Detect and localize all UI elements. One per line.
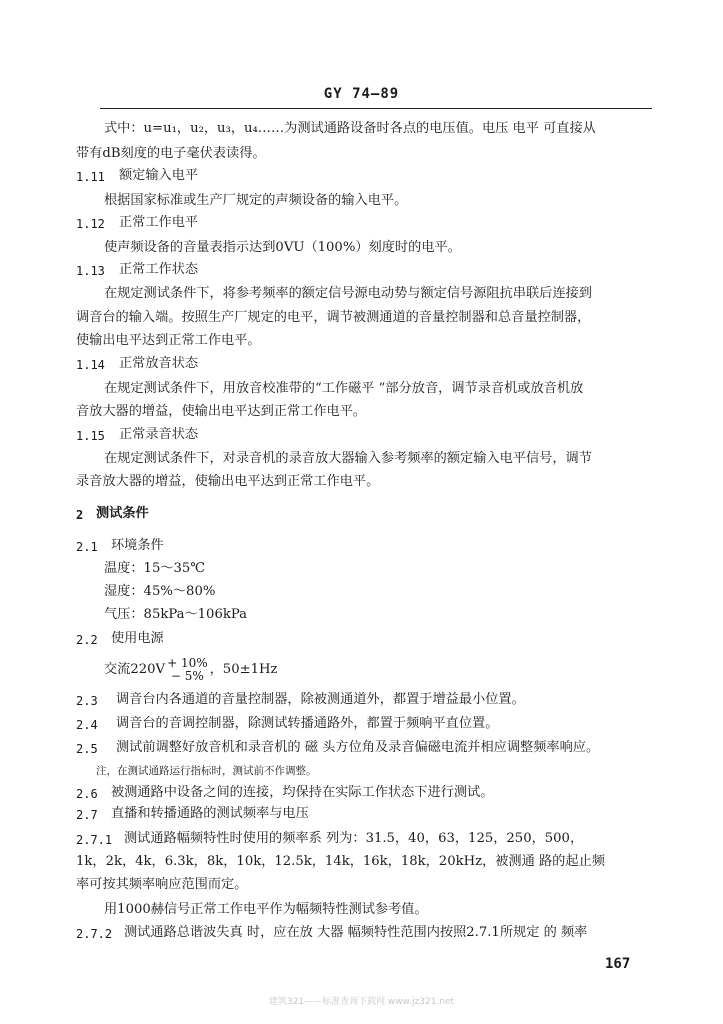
section-number-1-12: 1.12 xyxy=(76,217,105,231)
section-number-2-7-2: 2.7.2 xyxy=(76,927,113,941)
section-body-1-13-line-2: 调音台的输入端。按照生产厂规定的电平，调节被测通道的音量控制器和总音量控制器， xyxy=(76,310,591,325)
section-number-1-11: 1.11 xyxy=(76,170,105,184)
section-number-1-15: 1.15 xyxy=(76,429,105,443)
page-number: 167 xyxy=(605,956,631,972)
section-title-1-11: 额定输入电平 xyxy=(119,168,199,183)
section-number-2-5: 2.5 xyxy=(76,742,98,756)
section-number-2: 2 xyxy=(76,508,84,522)
section-number-1-14: 1.14 xyxy=(76,358,105,372)
section-number-2-6: 2.6 xyxy=(76,787,98,801)
section-title-2: 测试条件 xyxy=(96,506,149,521)
section-body-1-13-line-1: 在规定测试条件下，将参考频率的额定信号源电动势与额定信号源阻抗串联后连接到 xyxy=(104,286,592,301)
power-supply-frequency: ，50±1Hz xyxy=(209,662,278,677)
section-title-2-7: 直播和转播通路的测试频率与电压 xyxy=(111,806,309,821)
watermark-footer: 建筑321——标准查询下载网 www.jz321.net xyxy=(268,997,455,1007)
pressure-condition: 气压：85kPa～106kPa xyxy=(104,607,247,622)
section-number-2-7: 2.7 xyxy=(76,808,98,822)
section-title-2-1: 环境条件 xyxy=(111,538,164,553)
section-body-2-7-1-line-2: 1k，2k，4k，6.3k，8k，10k，12.5k，14k，16k，18k，20kHz，被测通 路的起止频 xyxy=(76,854,605,869)
section-number-2-1: 2.1 xyxy=(76,540,98,554)
voltage-tolerance xyxy=(167,657,208,683)
voltage-tolerance-upper: + 10% xyxy=(167,655,208,670)
section-title-1-14: 正常放音状态 xyxy=(119,356,199,371)
section-body-1-15-line-2: 录音放大器的增益，使输出电平达到正常工作电平。 xyxy=(76,474,380,489)
section-body-2-7-1-line-1: 测试通路幅频特性时使用的频率系 列为：31.5，40，63，125，250，500， xyxy=(124,831,584,846)
formula-explanation-line-1: 式中：u=u₁，u₂，u₃，u₄……为测试通路设备时各点的电压值。电压 电平 可直接从 xyxy=(104,121,596,136)
standard-code-header: GY 74—89 xyxy=(323,86,400,102)
power-supply-spec xyxy=(104,656,277,684)
section-body-1-15-line-1: 在规定测试条件下，对录音机的录音放大器输入参考频率的额定输入电平信号，调节 xyxy=(104,451,592,466)
section-number-1-13: 1.13 xyxy=(76,264,105,278)
section-title-1-12: 正常工作电平 xyxy=(119,215,199,230)
section-body-2-5: 测试前调整好放音机和录音机的 磁 头方位角及录音偏磁电流并相应调整频率响应。 xyxy=(116,740,600,755)
temperature-condition: 温度：15～35℃ xyxy=(104,561,206,576)
section-body-2-7-2-line-1: 测试通路总谐波失真 时，应在放 大器 幅频特性范围内按照2.7.1所规定 的 频率 xyxy=(124,925,588,940)
section-body-1-14-line-1: 在规定测试条件下，用放音校准带的“工作磁平 ”部分放音，调节录音机或放音机放 xyxy=(104,381,584,396)
section-number-2-3: 2.3 xyxy=(76,694,98,708)
section-body-2-6: 被测通路中设备之间的连接，均保持在实际工作状态下进行测试。 xyxy=(111,785,494,800)
section-note-2-5: 注，在测试通路运行指标时，测试前不作调整。 xyxy=(96,765,317,777)
section-body-2-7-1-line-3: 率可按其频率响应范围而定。 xyxy=(76,877,248,892)
power-supply-voltage: 交流220V xyxy=(104,662,166,677)
section-body-1-14-line-2: 音放大器的增益，使输出电平达到正常工作电平。 xyxy=(76,404,367,419)
section-body-1-11: 根据国家标准或生产厂规定的声频设备的输入电平。 xyxy=(104,193,408,208)
section-body-2-7-1-line-4: 用1000赫信号正常工作电平作为幅频特性测试参考值。 xyxy=(104,902,428,917)
section-body-1-12: 使声频设备的音量表指示达到0VU（100%）刻度时的电平。 xyxy=(104,240,461,255)
section-body-1-13-line-3: 使输出电平达到正常工作电平。 xyxy=(76,333,261,348)
section-body-2-4: 调音台的音调控制器，除测试转播通路外，都置于频响平直位置。 xyxy=(116,716,499,731)
section-body-2-3: 调音台内各通道的音量控制器，除被测通道外，都置于增益最小位置。 xyxy=(116,692,525,707)
header-rule xyxy=(100,108,652,109)
voltage-tolerance-lower: − 5% xyxy=(170,668,204,683)
section-title-2-2: 使用电源 xyxy=(111,631,164,646)
humidity-condition: 湿度：45%～80% xyxy=(104,584,216,599)
section-number-2-4: 2.4 xyxy=(76,718,98,732)
section-title-1-13: 正常工作状态 xyxy=(119,262,199,277)
formula-explanation-line-2: 带有dB刻度的电子毫伏表读得。 xyxy=(76,146,266,161)
section-number-2-7-1: 2.7.1 xyxy=(76,833,113,847)
section-title-1-15: 正常录音状态 xyxy=(119,427,199,442)
section-number-2-2: 2.2 xyxy=(76,633,98,647)
